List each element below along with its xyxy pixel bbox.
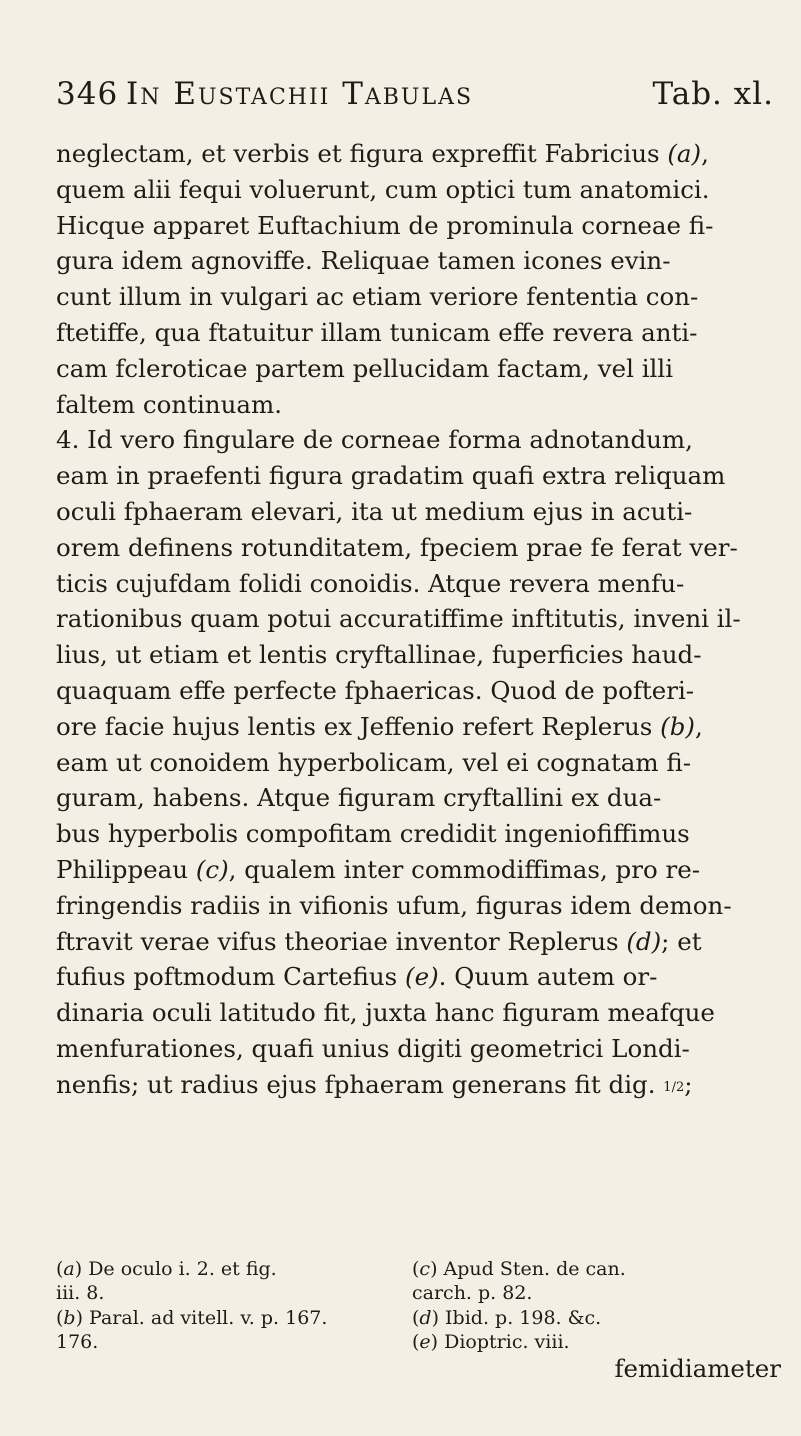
text-segment: guram, habens. Atque figuram cryftallini ex dua- xyxy=(56,783,662,813)
text-line xyxy=(56,208,782,244)
text-segment: eam in praefenti figura gradatim quafi extra reliquam xyxy=(56,461,726,491)
text-line xyxy=(56,1031,782,1067)
text-line xyxy=(56,458,782,494)
text-line xyxy=(56,279,782,315)
italic-reference: (a) xyxy=(667,139,702,168)
footnote-line xyxy=(56,1281,396,1305)
text-segment: 176. xyxy=(56,1331,99,1354)
text-segment: carch. p. 82. xyxy=(412,1282,533,1305)
text-line xyxy=(56,566,782,602)
text-line xyxy=(56,315,782,351)
text-line xyxy=(56,351,782,387)
italic-reference: b xyxy=(63,1306,76,1329)
text-segment: ( xyxy=(412,1258,420,1280)
text-segment: ftravit verae vifus theoriae inventor Replerus xyxy=(56,926,627,956)
footnote-line xyxy=(412,1281,792,1305)
running-title: In Eustachii Tabulas xyxy=(126,76,474,112)
text-segment: 4. Id vero fingulare de corneae forma adnotandum, xyxy=(56,425,693,455)
text-segment: ) Paral. ad vitell. v. p. 167. xyxy=(75,1306,328,1329)
italic-reference: (c) xyxy=(195,854,229,884)
text-line xyxy=(56,852,782,888)
text-line xyxy=(56,959,782,995)
text-segment: quem alii fequi voluerunt, cum optici tum anatomici. xyxy=(56,174,710,204)
text-segment: ) De oculo i. 2. et fig. xyxy=(74,1258,277,1280)
text-segment: Philippeau xyxy=(56,854,196,884)
text-segment: bus hyperbolis compofitam credidit ingeniofiffimus xyxy=(56,819,690,849)
text-line xyxy=(56,601,782,637)
text-line xyxy=(56,637,782,673)
text-segment: gura idem agnoviffe. Reliquae tamen icones evin- xyxy=(56,246,671,276)
text-segment: , xyxy=(694,711,703,741)
text-segment: ftetiffe, qua ftatuitur illam tunicam effe revera anti- xyxy=(56,317,698,347)
text-segment: . Quum autem or- xyxy=(438,962,658,992)
text-segment: fufius poftmodum Cartefius xyxy=(56,962,406,992)
italic-reference: d xyxy=(419,1306,432,1329)
text-line xyxy=(56,780,782,816)
text-line xyxy=(56,888,782,924)
table-reference: Tab. xl. xyxy=(652,76,774,112)
text-line xyxy=(56,924,782,960)
text-segment: menfurationes, quafi unius digiti geometrici Londi- xyxy=(56,1033,690,1063)
text-segment: ore facie hujus lentis ex Jeffenio refert Replerus xyxy=(56,711,661,741)
text-line xyxy=(56,243,782,279)
footnote-line xyxy=(412,1306,792,1330)
text-segment: neglectam, et verbis et figura expreffit Fabricius xyxy=(56,139,668,168)
text-segment: ; et xyxy=(661,926,702,956)
text-segment: , xyxy=(701,139,709,168)
page-header xyxy=(56,76,776,126)
text-line xyxy=(56,745,782,781)
text-line xyxy=(56,673,782,709)
fraction: 1/2 xyxy=(663,1079,685,1095)
text-segment: , qualem inter commodiffimas, pro re- xyxy=(228,854,700,884)
text-segment: quaquam effe perfecte fphaericas. Quod de pofteri- xyxy=(56,675,695,705)
footnote-line xyxy=(56,1306,396,1330)
text-line xyxy=(56,709,782,745)
text-segment: ticis cujufdam folidi conoidis. Atque revera menfu- xyxy=(56,568,685,598)
footnotes-right xyxy=(412,1257,792,1355)
text-segment: ( xyxy=(56,1306,64,1329)
text-segment: eam ut conoidem hyperbolicam, vel ei cognatam fi- xyxy=(56,747,692,777)
text-line xyxy=(56,422,782,458)
text-segment: ( xyxy=(412,1331,420,1354)
footnote-line xyxy=(412,1330,792,1354)
text-segment: iii. 8. xyxy=(56,1282,105,1305)
text-line xyxy=(56,995,782,1031)
text-segment: orem definens rotunditatem, fpeciem prae fe ferat ver- xyxy=(56,532,738,562)
text-line xyxy=(56,494,782,530)
text-segment: ) Apud Sten. de can. xyxy=(430,1258,626,1280)
text-segment: cam fcleroticae partem pellucidam factam, vel illi xyxy=(56,353,674,383)
text-segment: ( xyxy=(56,1258,64,1280)
text-segment: fringendis radiis in vifionis ufum, figuras idem demon- xyxy=(56,890,732,920)
body-text xyxy=(56,136,782,1103)
text-line xyxy=(56,530,782,566)
footnote-line xyxy=(56,1257,396,1281)
italic-reference: a xyxy=(63,1258,75,1280)
text-line xyxy=(56,136,782,172)
text-segment: ) Dioptric. viii. xyxy=(430,1331,570,1354)
text-line xyxy=(56,1067,782,1103)
text-line xyxy=(56,816,782,852)
text-segment: nenfis; ut radius ejus fphaeram generans fit dig. xyxy=(56,1069,664,1099)
italic-reference: (d) xyxy=(626,926,662,956)
text-segment: cunt illum in vulgari ac etiam veriore fententia con- xyxy=(56,282,699,312)
italic-reference: (e) xyxy=(405,962,439,992)
text-line xyxy=(56,172,782,208)
text-segment: ) Ibid. p. 198. &c. xyxy=(431,1306,602,1329)
text-segment: Hicque apparet Euftachium de prominula corneae fi- xyxy=(56,210,714,240)
italic-reference: c xyxy=(419,1258,431,1280)
footnote-line xyxy=(412,1257,792,1281)
text-segment: rationibus quam potui accuratiffime inftitutis, inveni il- xyxy=(56,604,741,634)
italic-reference: e xyxy=(419,1331,431,1354)
text-line xyxy=(56,387,782,423)
footnotes-left xyxy=(56,1257,396,1355)
catchword: femidiameter xyxy=(614,1354,781,1383)
text-segment: dinaria oculi latitudo fit, juxta hanc figuram meafque xyxy=(56,998,715,1028)
page-number: 346 xyxy=(56,76,119,112)
italic-reference: (b) xyxy=(660,711,695,741)
text-segment: faltem continuam. xyxy=(56,389,282,419)
footnote-line xyxy=(56,1330,396,1354)
text-segment: ( xyxy=(412,1306,420,1329)
text-segment: lius, ut etiam et lentis cryftallinae, fuperficies haud- xyxy=(56,640,702,670)
text-segment: oculi fphaeram elevari, ita ut medium ejus in acuti- xyxy=(56,496,693,526)
text-segment: ; xyxy=(684,1069,693,1099)
